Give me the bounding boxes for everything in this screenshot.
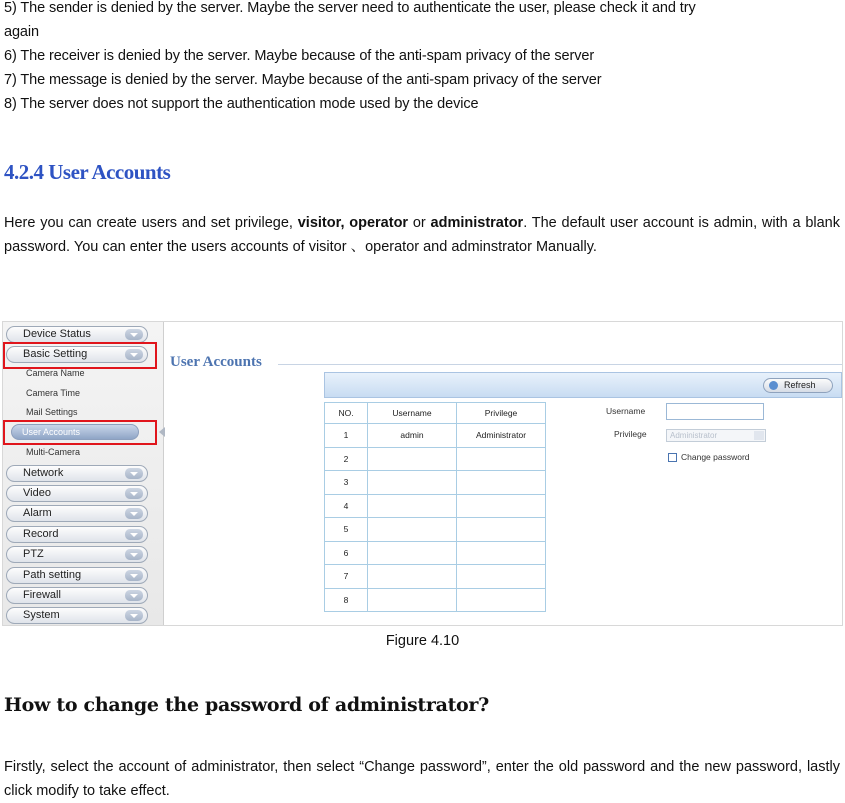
table-row[interactable] bbox=[325, 471, 546, 495]
menu-label: System bbox=[23, 609, 60, 621]
menu-device-status[interactable] bbox=[6, 326, 148, 343]
question-heading: How to change the password of administrator? bbox=[4, 694, 489, 716]
cell-privilege bbox=[457, 471, 546, 495]
chevron-down-icon bbox=[125, 549, 143, 560]
cell-no: 5 bbox=[325, 518, 368, 542]
chevron-down-icon bbox=[125, 570, 143, 581]
para-text-2: or bbox=[408, 215, 431, 231]
cell-no: 7 bbox=[325, 565, 368, 589]
cell-privilege bbox=[457, 494, 546, 518]
intro-line-5-cont: again bbox=[4, 24, 39, 40]
intro-line-8: 8) The server does not support the authentication mode used by the device bbox=[4, 96, 479, 112]
active-pointer-icon bbox=[159, 427, 165, 437]
refresh-label: Refresh bbox=[784, 380, 816, 390]
menu-label: Alarm bbox=[23, 507, 52, 519]
cell-privilege bbox=[457, 565, 546, 589]
menu-label: Basic Setting bbox=[23, 348, 88, 360]
submenu-mail-settings[interactable]: Mail Settings bbox=[26, 407, 78, 417]
table-row[interactable] bbox=[325, 518, 546, 542]
cell-no: 6 bbox=[325, 541, 368, 565]
chevron-down-icon bbox=[125, 488, 143, 499]
cell-no: 4 bbox=[325, 494, 368, 518]
intro-line-6: 6) The receiver is denied by the server. Maybe because of the anti-spam privacy of the server bbox=[4, 48, 595, 64]
menu-label: Network bbox=[23, 467, 64, 479]
cell-privilege bbox=[457, 447, 546, 471]
column-header-no: NO. bbox=[325, 403, 368, 424]
menu-label: Firewall bbox=[23, 589, 61, 601]
cell-privilege bbox=[457, 541, 546, 565]
cell-username bbox=[368, 541, 457, 565]
privilege-label: Privilege bbox=[614, 429, 647, 439]
menu-path-setting[interactable] bbox=[6, 567, 148, 584]
table-row[interactable] bbox=[325, 447, 546, 471]
menu-firewall[interactable] bbox=[6, 587, 148, 604]
table-row[interactable] bbox=[325, 565, 546, 589]
chevron-down-icon bbox=[125, 610, 143, 621]
menu-record[interactable] bbox=[6, 526, 148, 543]
user-accounts-table bbox=[324, 402, 546, 612]
cell-username bbox=[368, 565, 457, 589]
username-input[interactable] bbox=[666, 403, 764, 420]
table-row[interactable] bbox=[325, 588, 546, 612]
cell-no: 2 bbox=[325, 447, 368, 471]
figure-caption: Figure 4.10 bbox=[385, 633, 460, 649]
panel-divider bbox=[278, 364, 843, 365]
menu-label: Video bbox=[23, 487, 51, 499]
chevron-down-icon bbox=[125, 468, 143, 479]
menu-system[interactable] bbox=[6, 607, 148, 624]
privilege-select[interactable] bbox=[666, 429, 766, 442]
menu-alarm[interactable] bbox=[6, 505, 148, 522]
cell-username bbox=[368, 588, 457, 612]
figure-screenshot bbox=[2, 321, 843, 626]
cell-no: 8 bbox=[325, 588, 368, 612]
highlight-basic-setting bbox=[3, 342, 157, 369]
submenu-user-accounts[interactable]: User Accounts bbox=[11, 424, 139, 440]
chevron-down-icon bbox=[754, 431, 764, 440]
change-password-label[interactable]: Change password bbox=[681, 452, 750, 462]
refresh-icon bbox=[769, 381, 778, 390]
column-header-username: Username bbox=[368, 403, 457, 424]
section-paragraph bbox=[4, 211, 840, 259]
submenu-camera-time[interactable]: Camera Time bbox=[26, 388, 81, 398]
table-row[interactable] bbox=[325, 541, 546, 565]
para-text-1: Here you can create users and set privilege, bbox=[4, 215, 298, 231]
table-toolbar bbox=[324, 372, 842, 398]
cell-privilege bbox=[457, 518, 546, 542]
chevron-down-icon bbox=[125, 329, 143, 340]
chevron-down-icon bbox=[125, 508, 143, 519]
table-row[interactable] bbox=[325, 494, 546, 518]
cell-username bbox=[368, 471, 457, 495]
refresh-button[interactable] bbox=[763, 378, 833, 393]
cell-no: 1 bbox=[325, 424, 368, 448]
intro-line-7: 7) The message is denied by the server. Maybe because of the anti-spam privacy of the server bbox=[4, 72, 602, 88]
cell-username bbox=[368, 518, 457, 542]
table-row[interactable] bbox=[325, 424, 546, 448]
privilege-select-value: Administrator bbox=[670, 431, 718, 440]
cell-username: admin bbox=[368, 424, 457, 448]
intro-line-5: 5) The sender is denied by the server. Maybe the server need to authenticate the user, please check it and try bbox=[4, 0, 696, 16]
menu-ptz[interactable] bbox=[6, 546, 148, 563]
menu-label: PTZ bbox=[23, 548, 44, 560]
menu-video[interactable] bbox=[6, 485, 148, 502]
cell-privilege bbox=[457, 588, 546, 612]
change-password-checkbox[interactable] bbox=[668, 453, 677, 462]
cell-username bbox=[368, 447, 457, 471]
para-text-3: . The default user account is admin, with a blank password. You can enter the users accounts of visitor 、operator and adminstrator Manually. bbox=[4, 215, 840, 255]
section-title: 4.2.4 User Accounts bbox=[4, 160, 171, 184]
highlight-user-accounts bbox=[3, 420, 157, 445]
cell-no: 3 bbox=[325, 471, 368, 495]
menu-label: Record bbox=[23, 528, 59, 540]
panel-title: User Accounts bbox=[170, 354, 262, 370]
username-label: Username bbox=[606, 406, 646, 416]
para-bold-roles: visitor, operator bbox=[297, 215, 409, 231]
closing-paragraph: Firstly, select the account of administrator, then select “Change password”, enter the old password and the new password, lastly click modify to take effect. bbox=[4, 759, 840, 799]
chevron-down-icon bbox=[125, 590, 143, 601]
cell-username bbox=[368, 494, 457, 518]
column-header-privilege: Privilege bbox=[457, 403, 546, 424]
menu-label: Device Status bbox=[23, 328, 91, 340]
chevron-down-icon bbox=[125, 529, 143, 540]
submenu-camera-name[interactable]: Camera Name bbox=[26, 368, 85, 378]
menu-network[interactable] bbox=[6, 465, 148, 482]
menu-label: Path setting bbox=[23, 569, 82, 581]
para-bold-admin: administrator bbox=[430, 215, 524, 231]
submenu-multi-camera[interactable]: Multi-Camera bbox=[26, 447, 81, 457]
cell-privilege: Administrator bbox=[457, 424, 546, 448]
